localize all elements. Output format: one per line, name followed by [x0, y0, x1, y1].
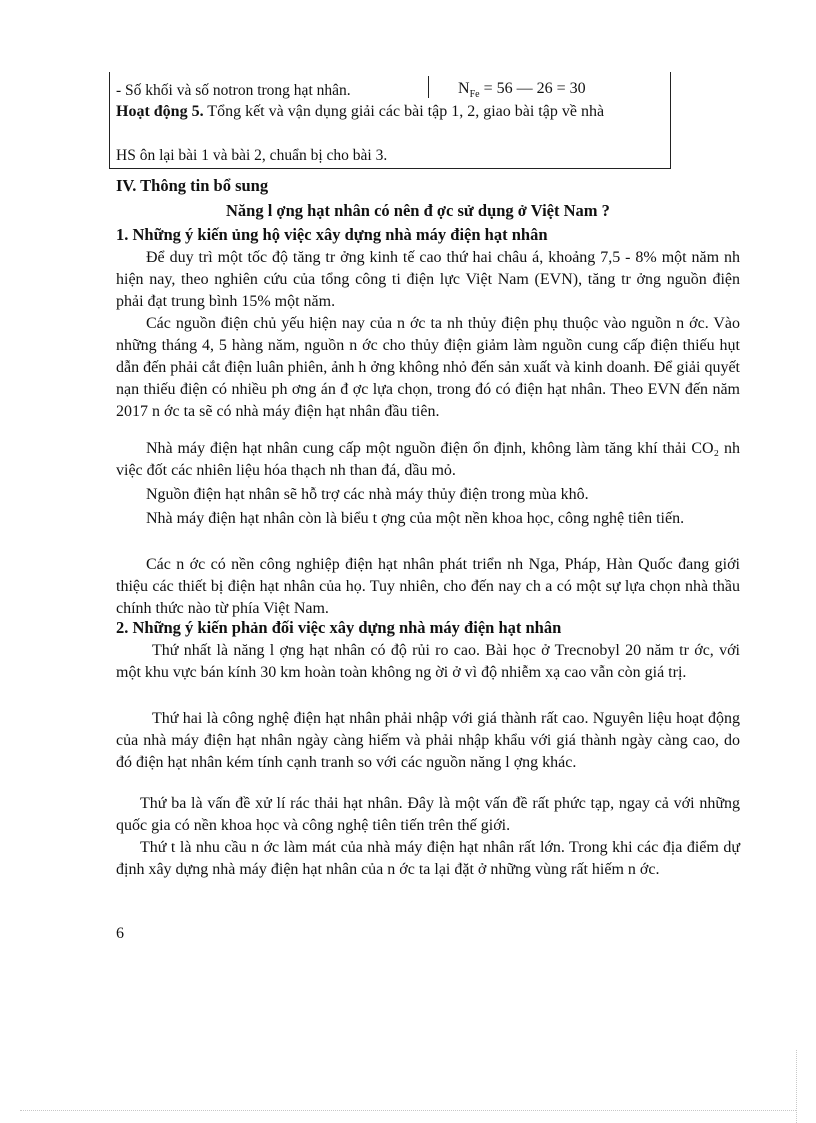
neutron-formula: $N_{Fe} = 56$ — 26 = 30 — [458, 80, 586, 101]
part1-paragraph-4: Nguồn điện hạt nhân sẽ hỗ trợ các nhà máy thủy điện trong mùa khô. — [146, 486, 589, 503]
part2-heading: 2. Những ý kiến phản đối việc xây dựng nhà máy điện hạt nhân — [116, 618, 562, 637]
part1-heading: 1. Những ý kiến ủng hộ việc xây dựng nhà máy điện hạt nhân — [116, 225, 548, 244]
article-title: Năng l ợng hạt nhân có nên đ ợc sử dụng ở Việt Nam ? — [226, 201, 610, 220]
table-column-divider — [428, 76, 429, 98]
part2-paragraph-1: Thứ nhất là năng l ợng hạt nhân có độ rủi ro cao. Bài học ở Trecnobyl 20 năm tr ớc, với một khu vực bán kính 30 km hoàn toàn không ng ời ở vì độ nhiễm xạ cao vẫn còn giá trị. — [116, 642, 740, 681]
homework-review-text: HS ôn lại bài 1 và bài 2, chuẩn bị cho bài 3. — [116, 147, 388, 164]
part1-paragraph-2: Các nguồn điện chủ yếu hiện nay của n ớc ta nh thủy điện phụ thuộc vào nguồn n ớc. Vào những tháng 4, 5 hàng năm, nguồn n ớc cho thủy điện giảm làm nguồn cung cấp điện thiếu hụt dẫn đến phải cắt điện luân phiên, ảnh h ởng không nhỏ đến sản xuất và kinh doanh. Để giải quyết nạn thiếu điện có nhiều ph ơng án đ ợc lựa chọn, trong đó có điện hạt nhân. Theo EVN đến năm 2017 n ớc ta sẽ có nhà máy điện hạt nhân đầu tiên. — [116, 315, 740, 420]
section-title: IV. Thông tin bổ sung — [116, 176, 269, 195]
part1-paragraph-5: Nhà máy điện hạt nhân còn là biểu t ợng của một nền khoa học, công nghệ tiên tiến. — [146, 510, 685, 527]
page-number: 6 — [116, 925, 124, 942]
activity-5-text: Hoạt động 5. Tổng kết và vận dụng giải các bài tập 1, 2, giao bài tập về nhà — [116, 103, 605, 120]
lesson-table-fragment — [109, 72, 671, 169]
part2-paragraph-2: Thứ hai là công nghệ điện hạt nhân phải nhập với giá thành rất cao. Nguyên liệu hoạt động của nhà máy điện hạt nhân ngày càng hiếm và phải nhập khẩu với giá thành ngày càng cao, do đó điện hạt nhân kém tính cạnh tranh so với các nguồn năng l ợng khác. — [116, 710, 740, 771]
part1-paragraph-6: Các n ớc có nền công nghiệp điện hạt nhân phát triển nh Nga, Pháp, Hàn Quốc đang giới thiệu các thiết bị điện hạt nhân của họ. Tuy nhiên, cho đến nay ch a có một sự lựa chọn nhà thầu chính thức nào từ phía Việt Nam. — [116, 556, 740, 617]
part2-paragraph-4: Thứ t là nhu cầu n ớc làm mát của nhà máy điện hạt nhân rất lớn. Trong khi các địa điểm dự định xây dựng nhà máy điện hạt nhân của n ớc ta lại đặt ở những vùng rất hiếm n ớc. — [116, 839, 740, 878]
margin-dotted-rule — [796, 1050, 797, 1123]
part1-paragraph-1: Để duy trì một tốc độ tăng tr ởng kinh tế cao thứ hai châu á, khoảng 7,5 - 8% một năm nh hiện nay, theo nghiên cứu của tổng công ti điện lực Việt Nam (EVN), tăng tr ởng nguồn điện phải đạt trung bình 15% một năm. — [116, 249, 740, 310]
part1-paragraph-3: Nhà máy điện hạt nhân cung cấp một nguồn điện ổn định, không làm tăng khí thải CO₂ nh việc đốt các nhiên liệu hóa thạch nh than đá, dầu mỏ. — [116, 440, 740, 479]
part2-paragraph-3: Thứ ba là vấn đề xử lí rác thải hạt nhân. Đây là một vấn đề rất phức tạp, ngay cả với những quốc gia có nền khoa học và công nghệ tiên tiến trên thế giới. — [116, 795, 740, 834]
table-row-mass-number: - Số khối và số notron trong hạt nhân. — [116, 82, 351, 99]
footer-dotted-rule — [20, 1110, 796, 1111]
